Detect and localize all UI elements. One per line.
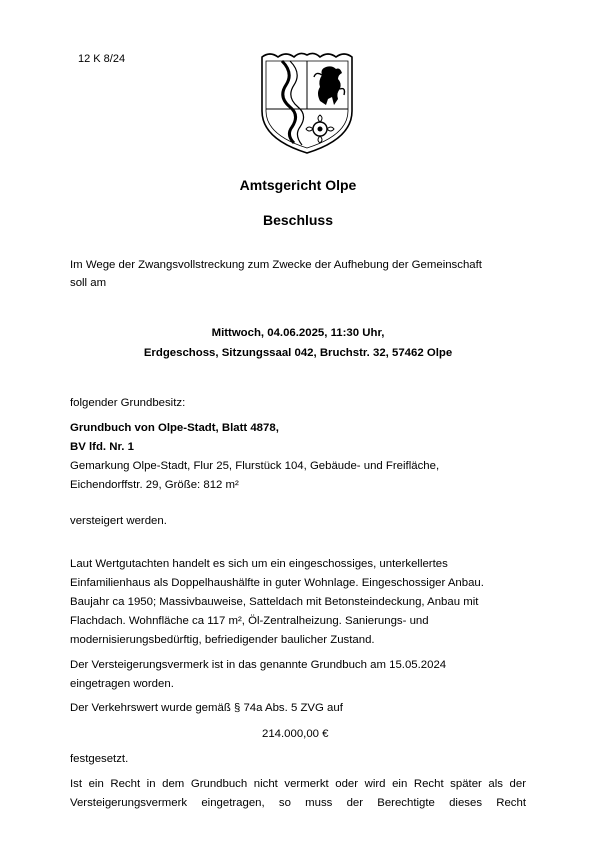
registration-line-2: eingetragen worden. — [70, 678, 174, 690]
property-item: BV lfd. Nr. 1 — [70, 441, 134, 453]
case-number: 12 K 8/24 — [78, 53, 126, 65]
rights-line-2: Versteigerungsvermerk eingetragen, so muss der Berechtigte dieses Recht — [70, 797, 526, 809]
market-value-amount: 214.000,00 € — [262, 728, 329, 740]
appraisal-line-1: Laut Wertgutachten handelt es sich um ein eingeschossiges, unterkellertes — [70, 558, 448, 570]
appraisal-line-2: Einfamilienhaus als Doppelhaushälfte in guter Wohnlage. Eingeschossiger Anbau. — [70, 577, 484, 589]
rights-line-1: Ist ein Recht in dem Grundbuch nicht vermerkt oder wird ein Recht später als der — [70, 778, 526, 790]
property-register: Grundbuch von Olpe-Stadt, Blatt 4878, — [70, 422, 279, 434]
property-description-2: Eichendorffstr. 29, Größe: 812 m² — [70, 479, 239, 491]
property-description-1: Gemarkung Olpe-Stadt, Flur 25, Flurstück 104, Gebäude- und Freifläche, — [70, 460, 440, 472]
property-label: folgender Grundbesitz: — [70, 397, 186, 409]
intro-line-1: Im Wege der Zwangsvollstreckung zum Zwecke der Aufhebung der Gemeinschaft — [70, 259, 482, 271]
registration-line-1: Der Versteigerungsvermerk ist in das genannte Grundbuch am 15.05.2024 — [70, 659, 447, 671]
appraisal-line-4: Flachdach. Wohnfläche ca 117 m², Öl-Zentralheizung. Sanierungs- und — [70, 615, 429, 627]
appointment-date: Mittwoch, 04.06.2025, 11:30 Uhr, — [211, 327, 385, 339]
appraisal-line-3: Baujahr ca 1950; Massivbauweise, Satteldach mit Betonsteindeckung, Anbau mit — [70, 596, 479, 608]
auctioned-text: versteigert werden. — [70, 515, 167, 527]
intro-line-2: soll am — [70, 277, 107, 289]
document-type-title: Beschluss — [262, 212, 334, 228]
appraisal-line-5: modernisierungsbedürftig, befriedigender baulicher Zustand. — [70, 634, 375, 646]
appointment-place: Erdgeschoss, Sitzungssaal 042, Bruchstr. 32, 57462 Olpe — [143, 347, 453, 359]
market-value-text: Der Verkehrswert wurde gemäß § 74a Abs. 5 ZVG auf — [70, 702, 343, 714]
court-title: Amtsgericht Olpe — [239, 177, 357, 193]
rights-paragraph — [70, 775, 526, 813]
nrw-coat-of-arms-icon — [258, 49, 356, 156]
market-value-closing: festgesetzt. — [70, 753, 129, 765]
